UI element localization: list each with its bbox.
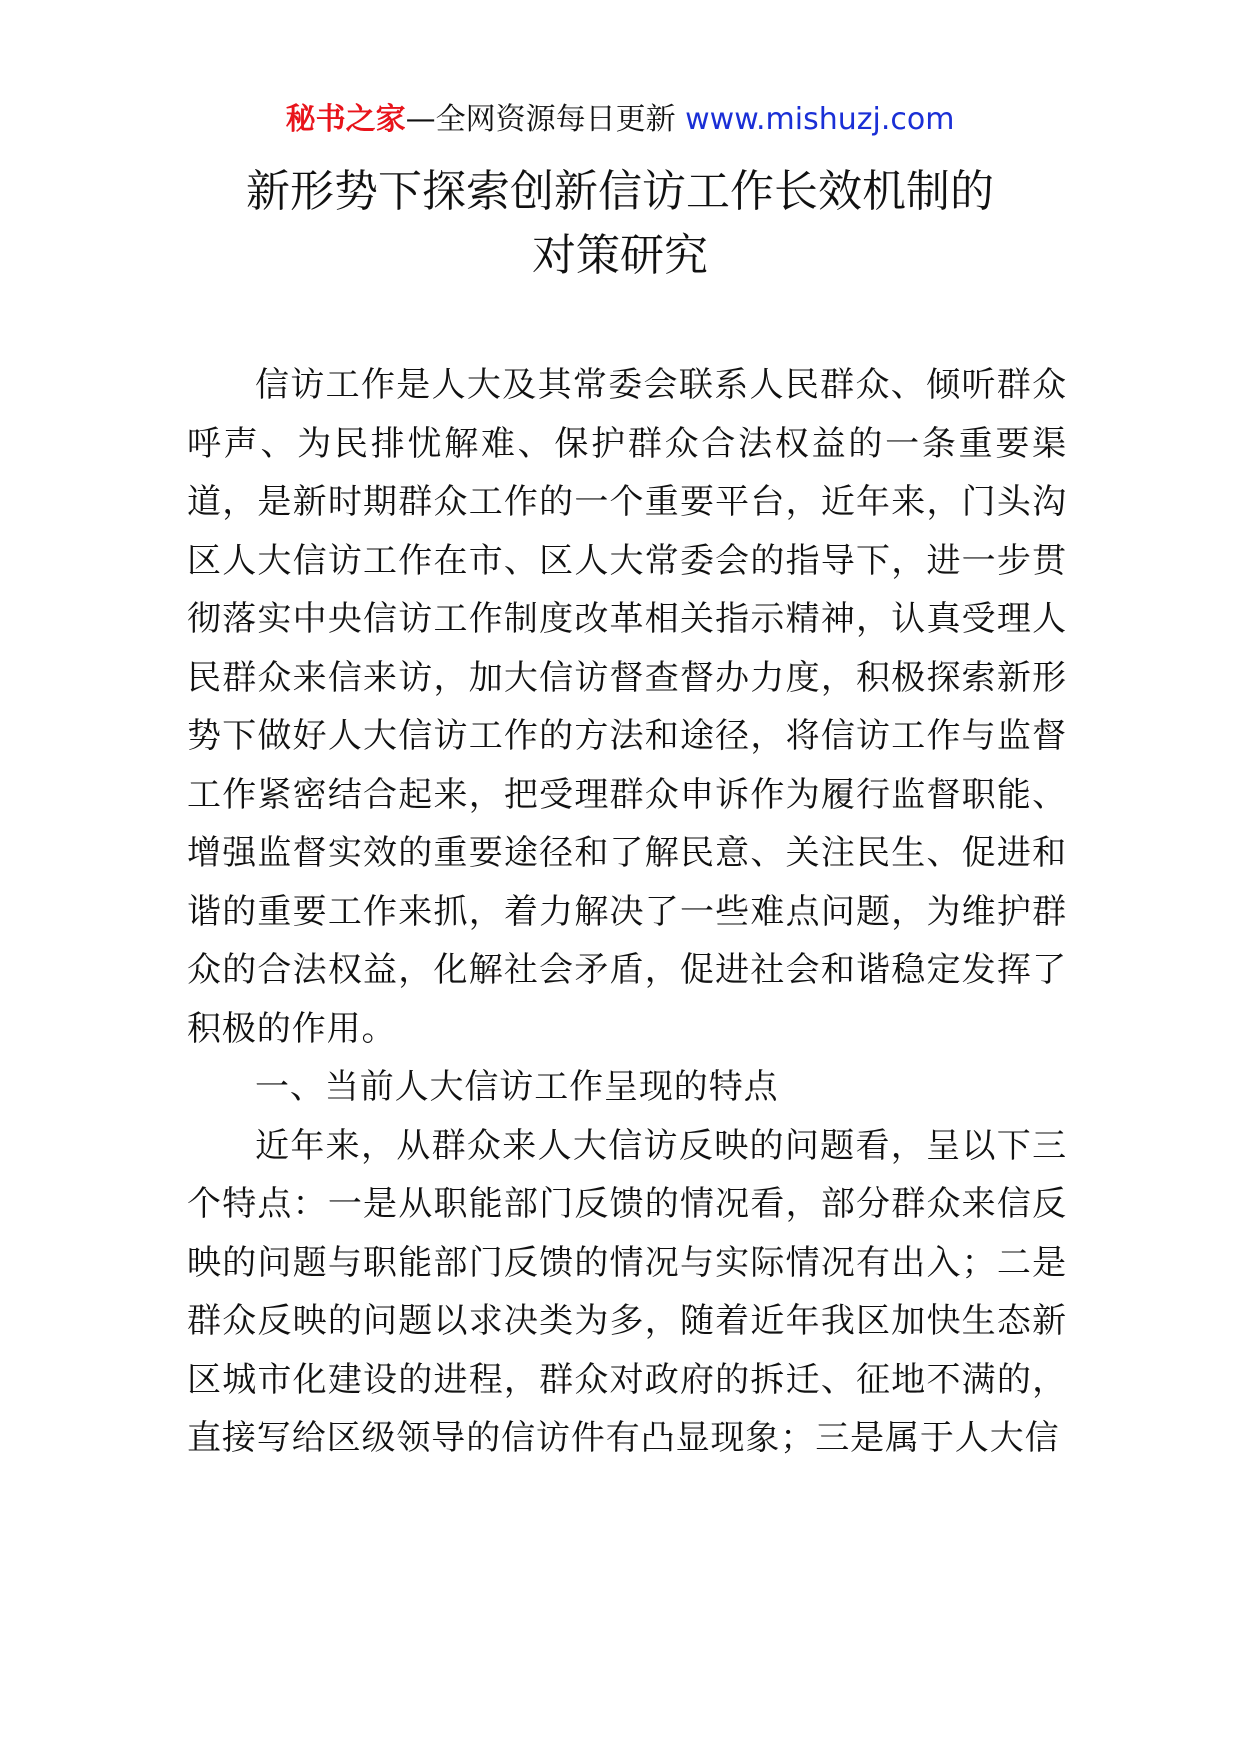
brand-name: 秘书之家 [285, 102, 406, 137]
document-title [0, 160, 1240, 288]
document-body [187, 356, 1067, 1468]
title-line-2: 对策研究 [532, 230, 708, 281]
section-heading: 一、当前人大信访工作呈现的特点 [255, 1067, 779, 1107]
header-tagline: —全网资源每日更新 [405, 102, 686, 137]
body-paragraph: 近年来，从群众来人大信访反映的问题看，呈以下三个特点：一是从职能部门反馈的情况看，部分群众来信反映的问题与职能部门反馈的情况与实际情况有出入；二是群众反映的问题以求决类为多，随着近年我区加快生态新区城市化建设的进程，群众对政府的拆迁、征地不满的，直接写给区级领导的信访件有凸显现象；三是属于人大信 [187, 1125, 1067, 1458]
intro-paragraph: 信访工作是人大及其常委会联系人民群众、倾听群众呼声、为民排忧解难、保护群众合法权益的一条重要渠道，是新时期群众工作的一个重要平台，近年来，门头沟区人大信访工作在市、区人大常委会的指导下，进一步贯彻落实中央信访工作制度改革相关指示精神，认真受理人民群众来信来访，加大信访督查督办力度，积极探索新形势下做好人大信访工作的方法和途径，将信访工作与监督工作紧密结合起来，把受理群众申诉作为履行监督职能、增强监督实效的重要途径和了解民意、关注民生、促进和谐的重要工作来抓，着力解决了一些难点问题，为维护群众的合法权益，化解社会矛盾，促进社会和谐稳定发挥了积极的作用。 [187, 365, 1067, 1049]
site-header [0, 100, 1240, 140]
site-url[interactable]: www.mishuzj.com [685, 102, 955, 137]
title-line-1: 新形势下探索创新信访工作长效机制的 [246, 166, 994, 217]
